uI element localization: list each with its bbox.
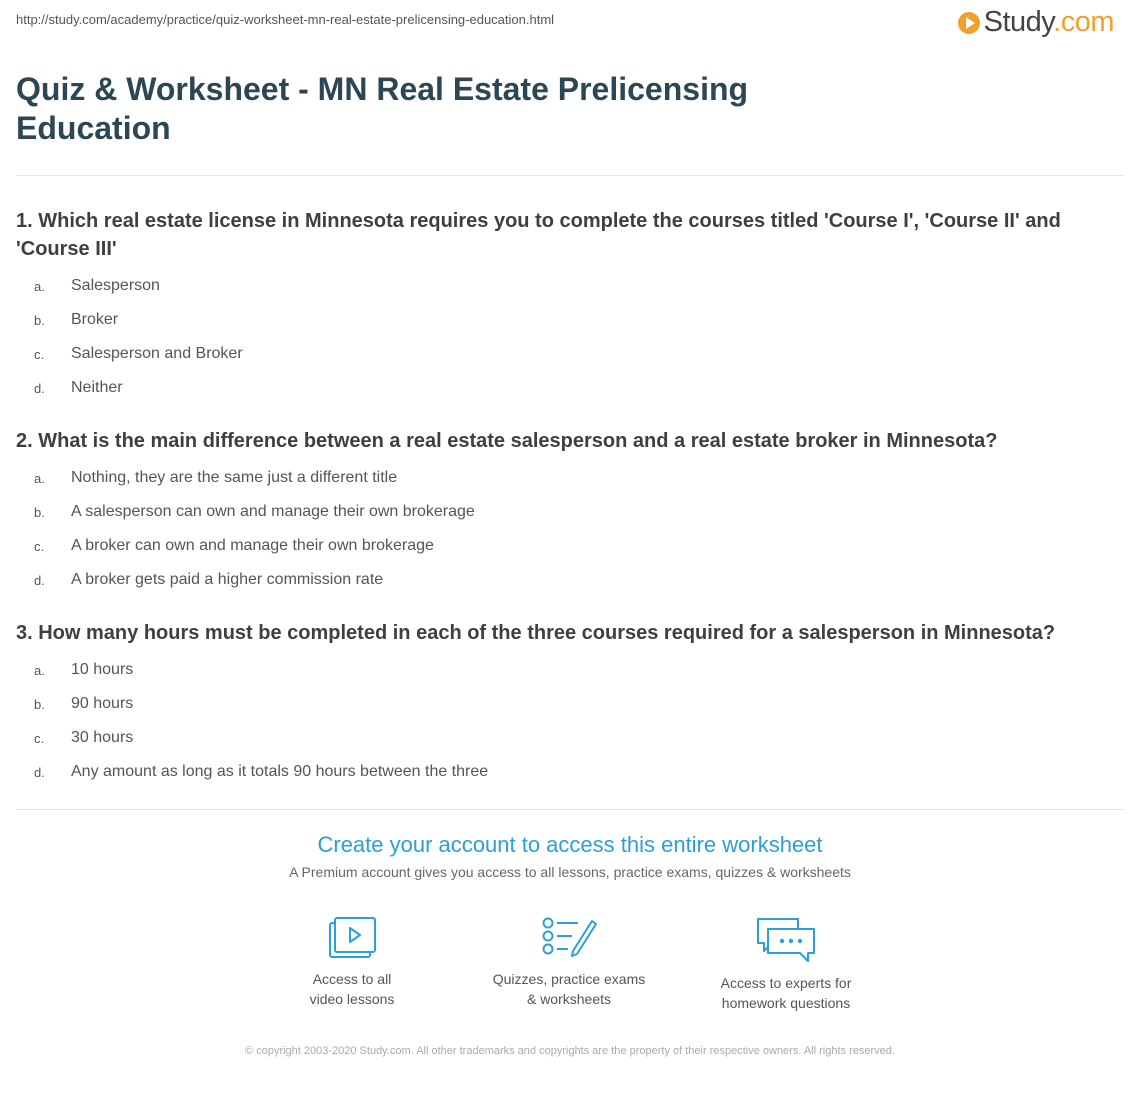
answer-option xyxy=(16,303,1116,337)
answer-letter: c. xyxy=(34,538,45,554)
answer-letter: d. xyxy=(34,764,45,780)
question-text: 1. Which real estate license in Minnesota requires you to complete the courses titled 'Course I', 'Course II' and 'Course III' xyxy=(16,210,1061,260)
answer-text: 30 hours xyxy=(71,729,134,746)
chat-bubbles-icon xyxy=(754,915,818,965)
answer-letter: a. xyxy=(34,662,45,678)
feature-label: Quizzes, practice exams & worksheets xyxy=(492,971,646,1007)
answer-letter: d. xyxy=(34,380,45,396)
answer-letter: a. xyxy=(34,470,45,486)
quiz-checklist-icon xyxy=(540,915,598,961)
question-3 xyxy=(16,619,1116,789)
answer-letter: c. xyxy=(34,730,45,746)
question-2 xyxy=(16,427,1116,597)
answer-text: Any amount as long as it totals 90 hours between the three xyxy=(71,763,489,780)
answer-option xyxy=(16,563,1116,597)
answer-option xyxy=(16,269,1116,303)
feature-video-lessons xyxy=(252,915,452,1009)
signup-cta xyxy=(0,832,1140,880)
answer-option xyxy=(16,653,1116,687)
feature-quizzes xyxy=(469,915,669,1009)
logo-text: Study.com xyxy=(983,6,1114,38)
answer-option xyxy=(16,371,1116,405)
question-text: 2. What is the main difference between a real estate salesperson and a real estate broker in Minnesota? xyxy=(16,430,998,452)
answer-text: Nothing, they are the same just a different title xyxy=(71,469,398,486)
answer-text: Broker xyxy=(71,311,119,328)
answer-letter: b. xyxy=(34,312,45,328)
copyright-footer: © copyright 2003-2020 Study.com. All other trademarks and copyrights are the property of their respective owners. All rights reserved. xyxy=(245,1045,895,1057)
answer-letter: c. xyxy=(34,346,45,362)
study-logo[interactable] xyxy=(958,6,1114,39)
answer-option xyxy=(16,461,1116,495)
answer-text: A salesperson can own and manage their own brokerage xyxy=(71,503,475,520)
answer-text: Neither xyxy=(71,379,123,396)
feature-label: Access to experts for homework questions xyxy=(720,975,852,1011)
answer-option xyxy=(16,755,1116,789)
page-title: Quiz & Worksheet - MN Real Estate Prelicensing Education xyxy=(16,71,749,146)
answer-text: 90 hours xyxy=(71,695,134,712)
feature-experts xyxy=(686,915,886,1013)
answer-text: Salesperson xyxy=(71,277,160,294)
answer-letter: a. xyxy=(34,278,45,294)
answer-text: 10 hours xyxy=(71,661,134,678)
cta-subtitle: A Premium account gives you access to all lessons, practice exams, quizzes & worksheets xyxy=(289,864,851,880)
answer-option xyxy=(16,337,1116,371)
create-account-link[interactable]: Create your account to access this entire worksheet xyxy=(317,832,823,857)
answer-text: A broker gets paid a higher commission rate xyxy=(71,571,384,588)
video-lessons-icon xyxy=(326,915,378,961)
play-circle-icon xyxy=(958,12,980,34)
answer-letter: b. xyxy=(34,696,45,712)
feature-label: Access to all video lessons xyxy=(309,971,395,1007)
divider xyxy=(16,175,1124,176)
answer-letter: d. xyxy=(34,572,45,588)
answer-option xyxy=(16,687,1116,721)
answer-option xyxy=(16,721,1116,755)
answer-text: A broker can own and manage their own brokerage xyxy=(71,537,434,554)
question-text: 3. How many hours must be completed in each of the three courses required for a salesperson in Minnesota? xyxy=(16,622,1056,644)
answer-option xyxy=(16,495,1116,529)
answer-letter: b. xyxy=(34,504,45,520)
answer-option xyxy=(16,529,1116,563)
question-1 xyxy=(16,207,1116,405)
answer-text: Salesperson and Broker xyxy=(71,345,243,362)
divider xyxy=(16,809,1124,810)
page-url: http://study.com/academy/practice/quiz-worksheet-mn-real-estate-prelicensing-education.html xyxy=(16,12,555,27)
